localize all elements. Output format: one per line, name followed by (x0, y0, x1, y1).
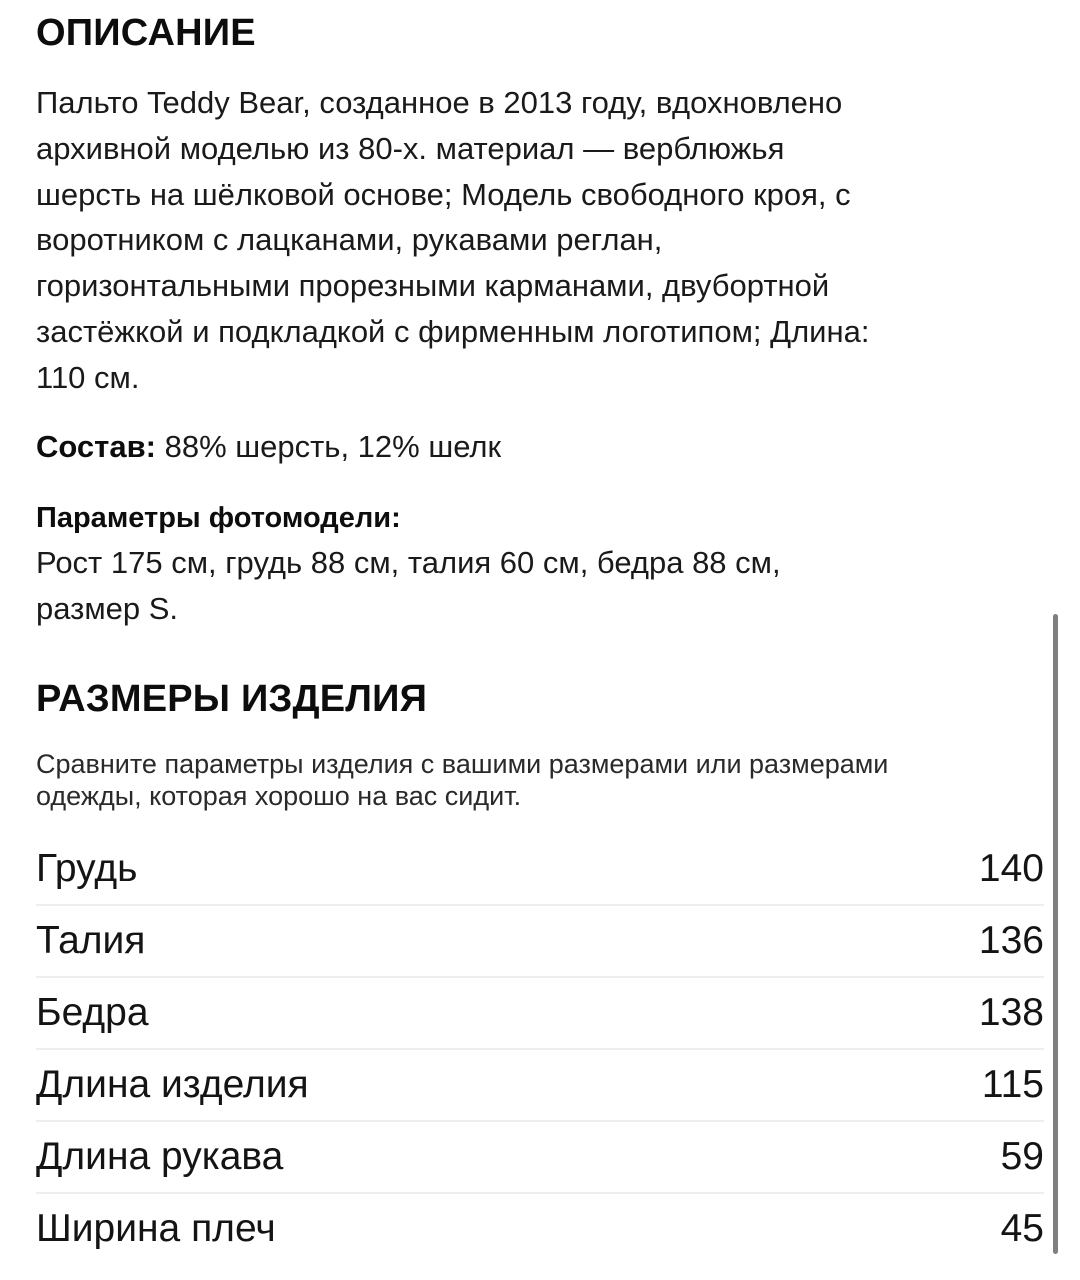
description-text (36, 80, 996, 401)
composition (36, 424, 501, 469)
size-row-shoulders (36, 1194, 1044, 1266)
sizes-title: РАЗМЕРЫ ИЗДЕЛИЯ (36, 678, 428, 720)
description-line: горизонтальными прорезными карманами, двубортной (36, 268, 830, 304)
description-line: застёжкой и подкладкой с фирменным логотипом; Длина: (36, 313, 870, 349)
size-value: 138 (978, 991, 1044, 1034)
size-label: Талия (36, 919, 146, 962)
model-params-label: Параметры фотомодели: (36, 502, 401, 534)
description-line: архивной моделью из 80-х. материал — верблюжья (36, 130, 785, 166)
size-label: Длина изделия (36, 1063, 309, 1106)
size-label: Длина рукава (36, 1135, 284, 1178)
description-line: Пальто Teddy Bear, созданное в 2013 году, вдохновлено (36, 85, 843, 120)
sizes-note-line: Сравните параметры изделия с вашими размерами или размерами (36, 749, 889, 779)
size-value: 45 (1000, 1207, 1044, 1250)
size-label: Ширина плеч (36, 1207, 276, 1250)
size-table (36, 834, 1044, 1266)
sizes-note (36, 748, 888, 812)
description-line: 110 см. (36, 359, 140, 395)
size-row-length (36, 1050, 1044, 1122)
size-row-chest (36, 834, 1044, 906)
description-line: шерсть на шёлковой основе; Модель свободного кроя, с (36, 176, 851, 212)
model-params-line: размер S. (36, 590, 179, 626)
description-title: ОПИСАНИЕ (36, 12, 256, 54)
composition-label: Состав: (36, 429, 156, 464)
size-row-waist (36, 906, 1044, 978)
size-value: 140 (978, 847, 1044, 890)
size-row-hips (36, 978, 1044, 1050)
size-value: 136 (978, 919, 1044, 962)
size-label: Грудь (36, 847, 138, 890)
model-params-text (36, 540, 781, 631)
size-label: Бедра (36, 991, 149, 1034)
scrollbar[interactable] (1053, 614, 1058, 1254)
size-value: 59 (1000, 1135, 1044, 1178)
size-value: 115 (981, 1063, 1044, 1106)
composition-value: 88% шерсть, 12% шелк (164, 429, 502, 464)
model-params-line: Рост 175 см, грудь 88 см, талия 60 см, бедра 88 см, (36, 545, 781, 580)
description-line: воротником с лацканами, рукавами реглан, (36, 222, 663, 258)
sizes-note-line: одежды, которая хорошо на вас сидит. (36, 781, 522, 811)
size-row-sleeve (36, 1122, 1044, 1194)
